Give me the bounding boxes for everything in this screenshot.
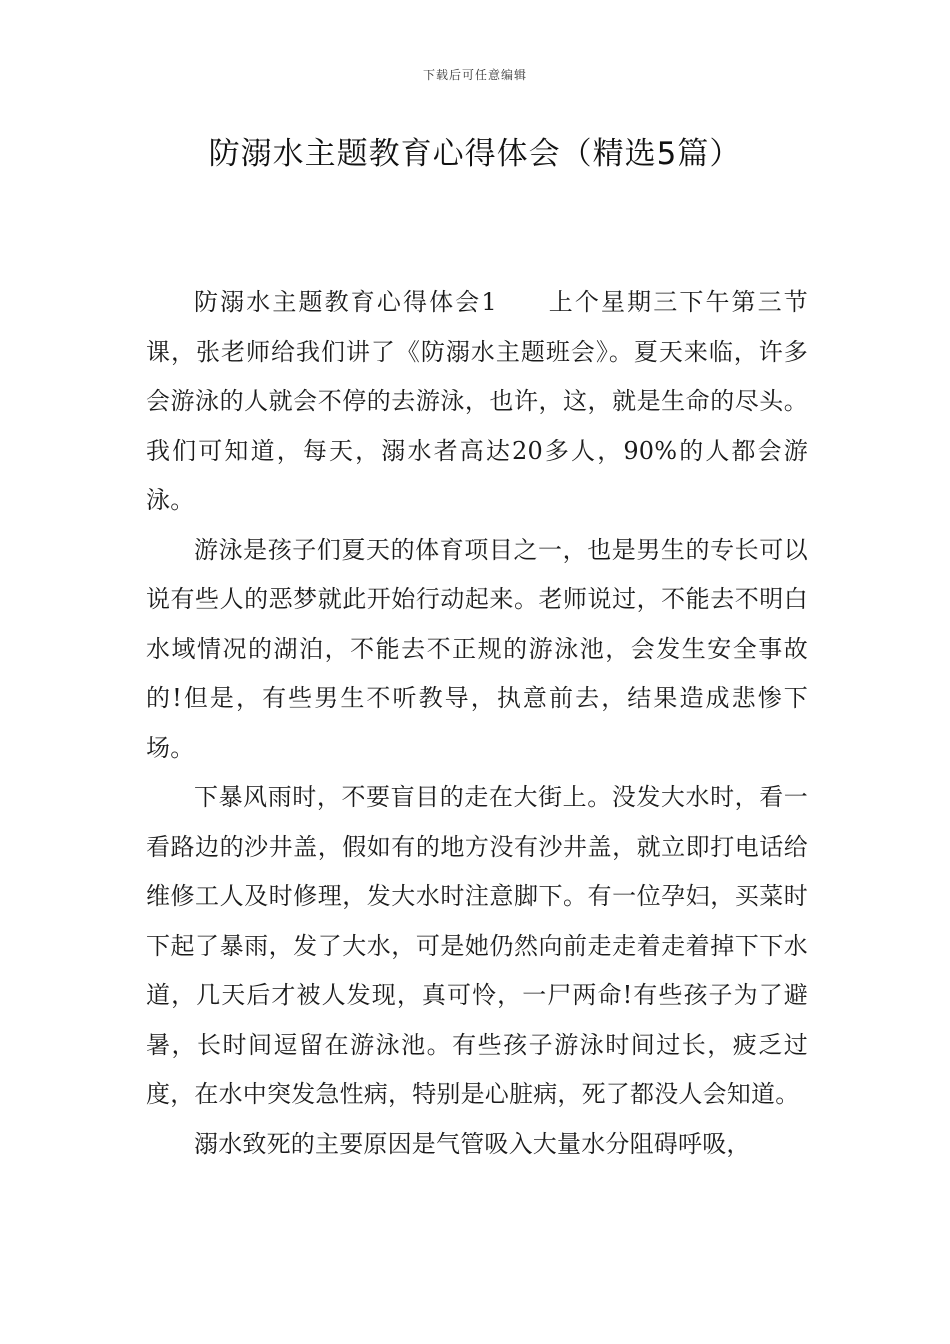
- paragraph-text: 上个星期三下午第三节课，张老师给我们讲了《防溺水主题班会》。夏天来临，许多会游泳的人就会不停的去游泳，也许，这，就是生命的尽头。我们可知道，每天，溺水者高达20多人，90%的人都会游泳。: [146, 288, 809, 514]
- paragraph-3: 下暴风雨时，不要盲目的走在大街上。没发大水时，看一看路边的沙井盖，假如有的地方没有沙井盖，就立即打电话给维修工人及时修理，发大水时注意脚下。有一位孕妇，买菜时下起了暴雨，发了大水，可是她仍然向前走走着走着掉下下水道，几天后才被人发现，真可怜，一尸两命!有些孩子为了避暑，长时间逗留在游泳池。有些孩子游泳时间过长，疲乏过度，在水中突发急性病，特别是心脏病，死了都没人会知道。: [146, 783, 808, 1108]
- paragraph-1: [146, 278, 808, 526]
- document-body: [146, 278, 808, 1169]
- section-heading: 防溺水主题教育心得体会1: [194, 288, 497, 316]
- document-title: 防溺水主题教育心得体会（精选5篇）: [208, 136, 742, 172]
- paragraph-2: 游泳是孩子们夏天的体育项目之一，也是男生的专长可以说有些人的恶梦就此开始行动起来。老师说过，不能去不明白水域情况的湖泊，不能去不正规的游泳池，会发生安全事故的!但是，有些男生不听教导，执意前去，结果造成悲惨下场。: [146, 535, 808, 762]
- header-note: 下载后可任意编辑: [422, 68, 527, 82]
- paragraph-4: 溺水致死的主要原因是气管吸入大量水分阻碍呼吸，: [194, 1129, 751, 1158]
